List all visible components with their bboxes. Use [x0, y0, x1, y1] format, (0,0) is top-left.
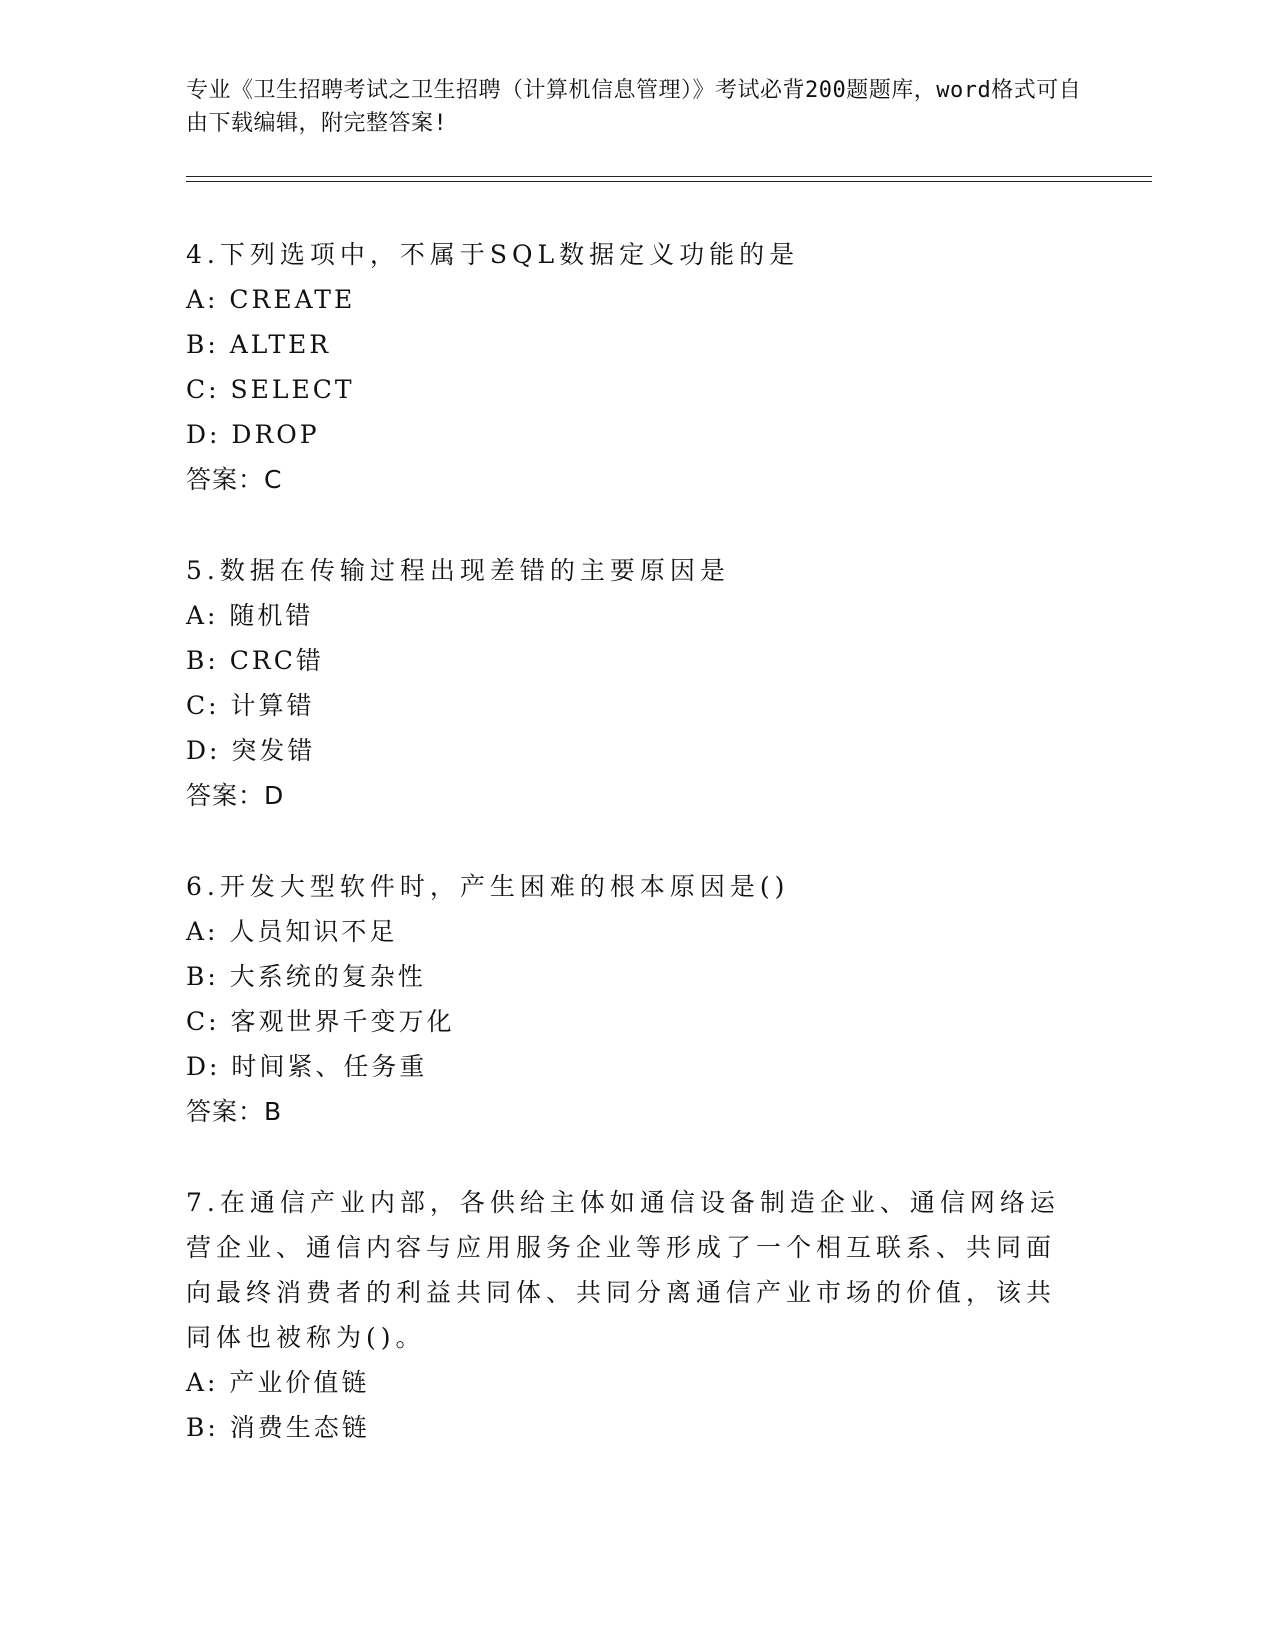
option-a: A: 随机错 — [186, 601, 314, 630]
option-c: C: SELECT — [186, 375, 355, 404]
question-list — [186, 232, 1066, 1496]
question-text: 4.下列选项中，不属于SQL数据定义功能的是 — [186, 240, 800, 269]
question-7 — [186, 1180, 1066, 1450]
question-text: 5.数据在传输过程出现差错的主要原因是 — [186, 556, 730, 585]
header-divider-top — [186, 176, 1152, 177]
option-b: B: 大系统的复杂性 — [186, 962, 426, 991]
question-text: 6.开发大型软件时，产生困难的根本原因是() — [186, 872, 790, 901]
question-4 — [186, 232, 1066, 502]
option-c: C: 计算错 — [186, 691, 315, 720]
option-a: A: CREATE — [186, 285, 356, 314]
answer: 答案：D — [186, 781, 285, 810]
option-b: B: CRC错 — [186, 646, 324, 675]
option-d: D: DROP — [186, 420, 320, 449]
document-header: 专业《卫生招聘考试之卫生招聘（计算机信息管理）》考试必背200题题库，word格式可自由下载编辑，附完整答案! — [186, 78, 1082, 136]
question-text: 7.在通信产业内部，各供给主体如通信设备制造企业、通信网络运营企业、通信内容与应用服务企业等形成了一个相互联系、共同面向最终消费者的利益共同体、共同分离通信产业市场的价值，该共同体也被称为()。 — [186, 1188, 1060, 1352]
option-d: D: 突发错 — [186, 736, 316, 765]
option-b: B: ALTER — [186, 330, 332, 359]
answer: 答案：C — [186, 465, 283, 494]
question-5 — [186, 548, 1066, 818]
question-6 — [186, 864, 1066, 1134]
option-a: A: 产业价值链 — [186, 1368, 370, 1397]
option-d: D: 时间紧、任务重 — [186, 1052, 428, 1081]
option-b: B: 消费生态链 — [186, 1413, 370, 1442]
option-c: C: 客观世界千变万化 — [186, 1007, 455, 1036]
answer: 答案：B — [186, 1097, 283, 1126]
option-a: A: 人员知识不足 — [186, 917, 398, 946]
header-divider-bottom — [186, 181, 1152, 182]
